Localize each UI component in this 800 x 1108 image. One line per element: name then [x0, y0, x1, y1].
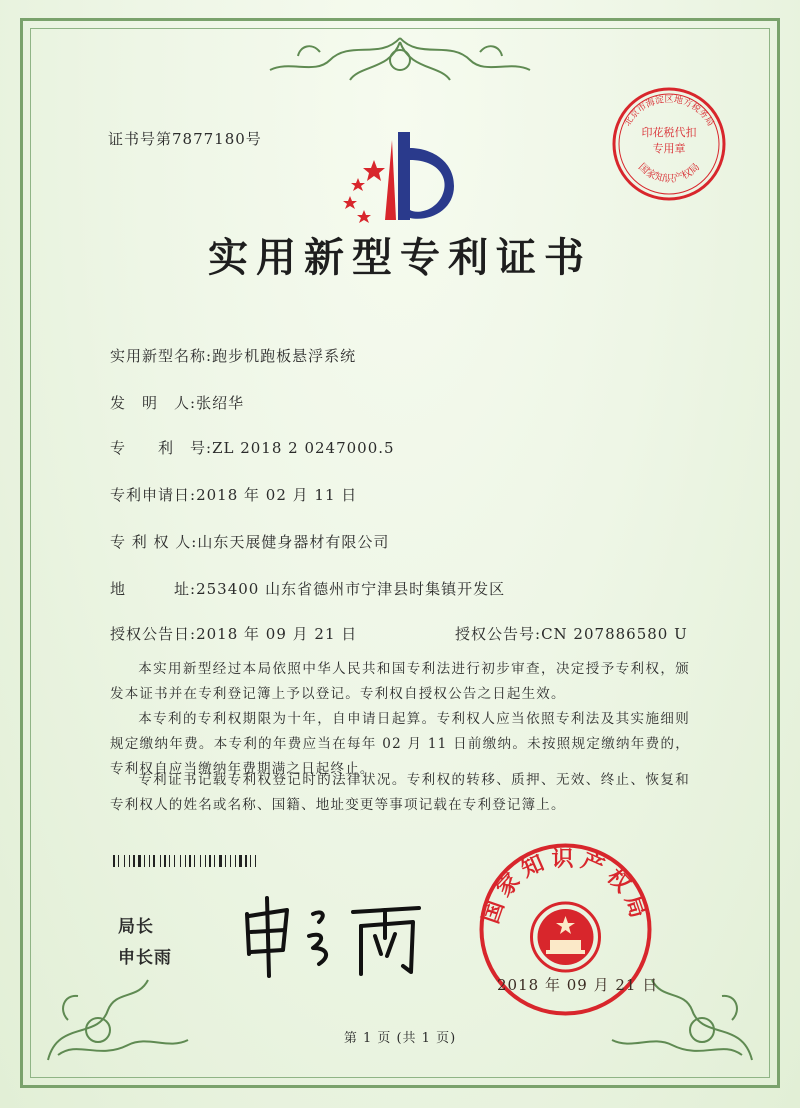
- field-label: 授权公告号:: [455, 625, 542, 643]
- field-announcement-date: [110, 623, 357, 644]
- barcode-bar: [129, 855, 130, 867]
- field-utility-model-name: [110, 345, 356, 366]
- barcode-bar: [113, 855, 115, 867]
- cnipa-logo-icon: [330, 130, 460, 230]
- field-label: 专 利 权 人:: [110, 533, 198, 551]
- barcode-bar: [219, 855, 222, 867]
- paragraph-3: [110, 768, 690, 818]
- paragraph-text: 本专利的专利权期限为十年，自申请日起算。专利权人应当依照专利法及其实施细则规定缴纳年费。本专利的年费应当在每年 02 月 11 日前缴纳。未按照规定缴纳年费的，专利权自应当缴纳年费期满之日起终止。: [110, 711, 690, 777]
- national-emblem-icon: [532, 903, 600, 971]
- barcode-bar: [164, 855, 166, 867]
- barcode-bar: [252, 855, 254, 867]
- field-label: 专 利 号:: [110, 439, 213, 457]
- field-patent-number: [110, 437, 395, 458]
- barcode-bar: [151, 855, 152, 867]
- tax-stamp: [610, 85, 728, 203]
- barcode-bar: [118, 855, 119, 867]
- barcode-bar: [133, 855, 135, 867]
- barcode-bar: [216, 855, 218, 867]
- field-value: 跑步机跑板悬浮系统: [212, 347, 357, 365]
- barcode-bar: [245, 855, 247, 867]
- barcode-bar: [126, 855, 128, 867]
- barcode-bar: [124, 855, 125, 867]
- director-title: 局长: [118, 917, 154, 937]
- field-value: ZL 2018 2 0247000.5: [212, 439, 395, 457]
- barcode-bar: [214, 855, 215, 867]
- barcode-bar: [237, 855, 238, 867]
- certificate-number: 证书号第7877180号: [108, 130, 262, 148]
- barcode-bar: [185, 855, 186, 867]
- field-value: CN 207886580 U: [541, 625, 688, 643]
- tax-stamp-outer-text: 北京市海淀区地方税务局: [622, 95, 716, 129]
- barcode-bar: [196, 855, 199, 867]
- barcode-bar: [209, 855, 211, 867]
- certificate-title: 实用新型专利证书: [208, 234, 592, 281]
- barcode-bar: [116, 855, 117, 867]
- field-value: 山东天展健身器材有限公司: [197, 533, 390, 551]
- barcode-bar: [207, 855, 208, 867]
- field-label: 授权公告日:: [110, 625, 197, 643]
- page-number: 第 1 页 (共 1 页): [343, 1031, 457, 1046]
- barcode-bar: [171, 855, 173, 867]
- field-label: 发 明 人:: [110, 394, 197, 412]
- top-ornament: [260, 30, 540, 90]
- barcode-bar: [167, 855, 168, 867]
- barcode-bar: [257, 855, 258, 867]
- barcode-bar: [176, 855, 179, 867]
- barcode-bar: [149, 855, 150, 867]
- barcode-bar: [153, 855, 155, 867]
- barcode-bar: [250, 855, 251, 867]
- field-value: 2018 年 02 月 11 日: [196, 486, 358, 504]
- paragraph-1: [110, 657, 690, 707]
- seal-date: 2018 年 09 月 21 日: [497, 976, 659, 994]
- field-application-date: [110, 484, 357, 505]
- barcode-bar: [180, 855, 181, 867]
- barcode-bar: [205, 855, 206, 867]
- field-address: [110, 578, 505, 599]
- barcode-bar: [255, 855, 256, 867]
- barcode-bar: [182, 855, 184, 867]
- barcode-bar: [187, 855, 188, 867]
- field-label: 实用新型名称:: [110, 347, 213, 365]
- barcode-bar: [160, 855, 161, 867]
- seal-text: 国家知识产权局: [478, 846, 653, 927]
- field-label: 地 址:: [110, 580, 197, 598]
- barcode-bar: [138, 855, 141, 867]
- barcode-bar: [243, 855, 244, 867]
- director-name: 申长雨: [118, 948, 172, 968]
- barcode-bar: [232, 855, 234, 867]
- field-value: 253400 山东省德州市宁津县时集镇开发区: [196, 580, 506, 598]
- field-value: 2018 年 09 月 21 日: [196, 625, 358, 643]
- barcode-bar: [230, 855, 231, 867]
- barcode-bar: [120, 855, 123, 867]
- barcode-bar: [162, 855, 163, 867]
- barcode-bar: [212, 855, 213, 867]
- barcode-bar: [248, 855, 249, 867]
- field-patentee: [110, 531, 389, 552]
- paragraph-text: 本实用新型经过本局依照中华人民共和国专利法进行初步审查，决定授予专利权，颁发本证书并在专利登记簿上予以登记。专利权自授权公告之日起生效。: [110, 661, 690, 702]
- barcode-bar: [144, 855, 145, 867]
- paragraph-text: 专利证书记载专利权登记时的法律状况。专利权的转移、质押、无效、终止、恢复和专利权人的姓名或名称、国籍、地址变更等事项记载在专利登记簿上。: [110, 772, 690, 813]
- barcode-bar: [142, 855, 143, 867]
- barcode-bar: [146, 855, 148, 867]
- barcode-bar: [239, 855, 242, 867]
- barcode: [113, 855, 285, 867]
- barcode-bar: [136, 855, 137, 867]
- barcode-bar: [194, 855, 195, 867]
- field-inventor: [110, 392, 244, 413]
- tax-stamp-bottom-text: 国家知识产权局: [635, 161, 703, 185]
- barcode-bar: [189, 855, 191, 867]
- bottom-left-ornament: [38, 960, 198, 1070]
- director-signature: [235, 892, 435, 982]
- tax-stamp-inner-text: 印花税代扣专用章: [641, 126, 697, 155]
- barcode-bar: [235, 855, 236, 867]
- barcode-bar: [131, 855, 132, 867]
- field-label: 专利申请日:: [110, 486, 197, 504]
- barcode-bar: [192, 855, 193, 867]
- barcode-bar: [202, 855, 204, 867]
- field-announcement-number: [455, 623, 688, 644]
- barcode-bar: [225, 855, 226, 867]
- field-value: 张绍华: [196, 394, 245, 412]
- barcode-bar: [156, 855, 159, 867]
- barcode-bar: [223, 855, 224, 867]
- barcode-bar: [169, 855, 170, 867]
- barcode-bar: [174, 855, 175, 867]
- barcode-bar: [227, 855, 229, 867]
- barcode-bar: [200, 855, 201, 867]
